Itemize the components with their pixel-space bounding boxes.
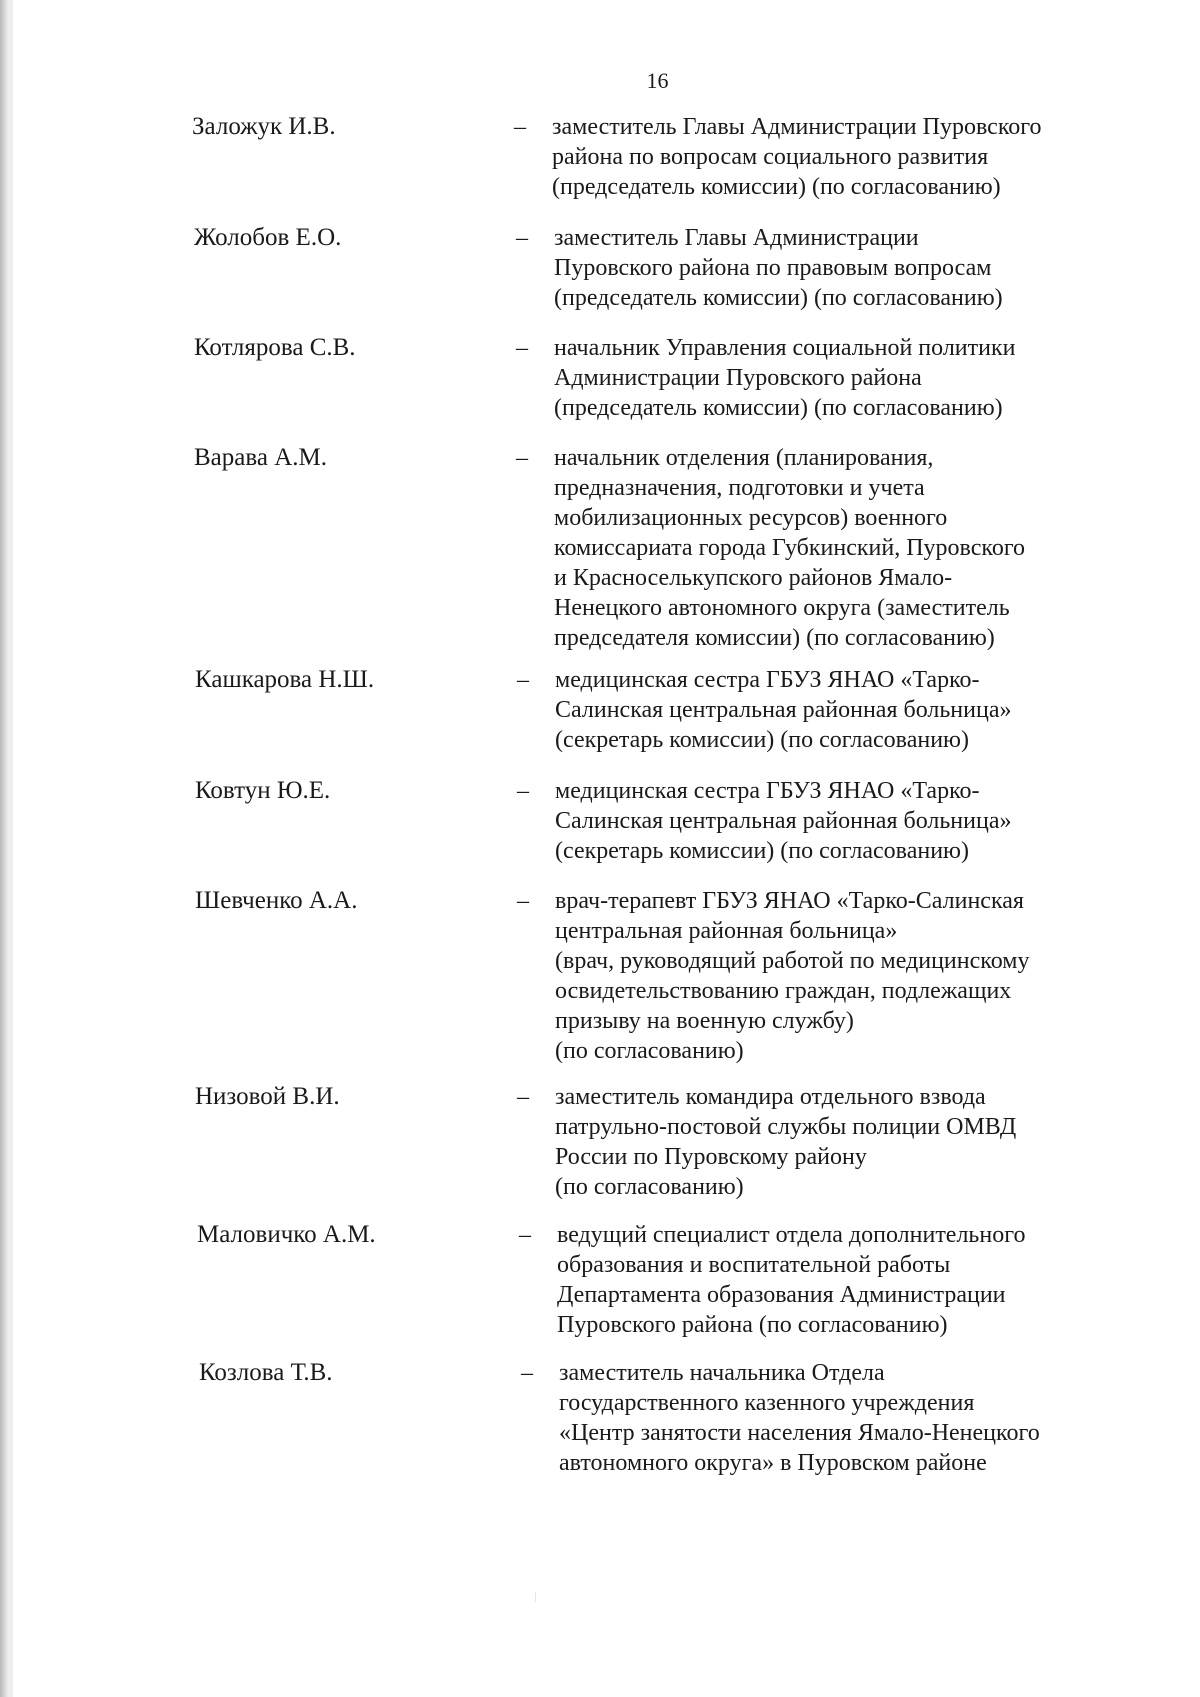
member-name: Шевченко А.А.	[195, 887, 358, 914]
entry-dash: –	[516, 225, 528, 251]
scan-left-edge-shadow	[0, 0, 9, 1697]
member-name: Котлярова С.В.	[194, 334, 356, 361]
member-position-description	[555, 886, 1155, 1066]
member-name: Низовой В.И.	[195, 1083, 340, 1110]
page-number: 16	[646, 68, 669, 93]
description-line: и Красноселькупского районов Ямало-	[554, 565, 953, 591]
description-line: начальник Управления социальной политики	[554, 335, 1016, 361]
description-line: (секретарь комиссии) (по согласованию)	[555, 727, 969, 753]
description-line: Пуровского района (по согласованию)	[557, 1312, 948, 1338]
description-line: (секретарь комиссии) (по согласованию)	[555, 838, 969, 864]
entry-dash: –	[516, 445, 528, 471]
member-position-description	[555, 776, 1155, 866]
description-line: врач-терапевт ГБУЗ ЯНАО «Тарко-Салинская	[555, 888, 1024, 914]
description-line: Администрации Пуровского района	[554, 365, 922, 391]
description-line: патрульно-постовой службы полиции ОМВД	[555, 1114, 1017, 1140]
member-name: Жолобов Е.О.	[194, 224, 342, 251]
description-line: (врач, руководящий работой по медицинскому	[555, 948, 1030, 974]
entry-dash: –	[519, 1222, 531, 1248]
member-position-description	[554, 333, 1154, 423]
description-line: ведущий специалист отдела дополнительного	[557, 1222, 1026, 1248]
description-line: России по Пуровскому району	[555, 1144, 867, 1170]
member-name: Ковтун Ю.Е.	[195, 777, 331, 804]
description-line: (председатель комиссии) (по согласованию)	[554, 285, 1003, 311]
description-line: медицинская сестра ГБУЗ ЯНАО «Тарко-	[555, 778, 980, 804]
description-line: (по согласованию)	[555, 1038, 744, 1064]
entry-dash: –	[517, 1084, 529, 1110]
description-line: медицинская сестра ГБУЗ ЯНАО «Тарко-	[555, 667, 980, 693]
description-line: (председатель комиссии) (по согласованию)	[554, 395, 1003, 421]
entry-dash: –	[514, 114, 526, 140]
description-line: (по согласованию)	[555, 1174, 744, 1200]
description-line: председателя комиссии) (по согласованию)	[554, 625, 995, 651]
description-line: комиссариата города Губкинский, Пуровского	[554, 535, 1026, 561]
entry-dash: –	[521, 1360, 533, 1386]
member-name: Заложук И.В.	[192, 113, 336, 140]
member-position-description	[555, 665, 1155, 755]
description-line: заместитель командира отдельного взвода	[555, 1084, 986, 1110]
entry-dash: –	[517, 667, 529, 693]
scan-left-edge-margin	[9, 0, 13, 1697]
description-line: государственного казенного учреждения	[559, 1390, 975, 1416]
description-line: образования и воспитательной работы	[557, 1252, 951, 1278]
member-position-description	[554, 443, 1154, 653]
description-line: Департамента образования Администрации	[557, 1282, 1006, 1308]
member-position-description	[557, 1220, 1157, 1340]
description-line: заместитель Главы Администрации Пуровского	[552, 114, 1042, 140]
description-line: заместитель начальника Отдела	[559, 1360, 885, 1386]
description-line: предназначения, подготовки и учета	[554, 475, 925, 501]
description-line: центральная районная больница»	[555, 918, 898, 944]
member-name: Козлова Т.В.	[199, 1359, 333, 1386]
member-position-description	[559, 1358, 1159, 1478]
description-line: освидетельствованию граждан, подлежащих	[555, 978, 1012, 1004]
scan-artifact-mark	[535, 1592, 536, 1602]
description-line: призыву на военную службу)	[555, 1008, 854, 1034]
entry-dash: –	[517, 778, 529, 804]
member-position-description	[555, 1082, 1155, 1202]
description-line: Салинская центральная районная больница»	[555, 808, 1012, 834]
description-line: Пуровского района по правовым вопросам	[554, 255, 992, 281]
member-position-description	[552, 112, 1152, 202]
description-line: Ненецкого автономного округа (заместитель	[554, 595, 1010, 621]
member-name: Варава А.М.	[194, 444, 327, 471]
member-name: Маловичко А.М.	[197, 1221, 376, 1248]
entry-dash: –	[516, 335, 528, 361]
description-line: «Центр занятости населения Ямало-Ненецкого	[559, 1420, 1040, 1446]
description-line: автономного округа» в Пуровском районе	[559, 1450, 987, 1476]
description-line: мобилизационных ресурсов) военного	[554, 505, 948, 531]
entry-dash: –	[517, 888, 529, 914]
member-position-description	[554, 223, 1154, 313]
description-line: Салинская центральная районная больница»	[555, 697, 1012, 723]
description-line: (председатель комиссии) (по согласованию)	[552, 174, 1001, 200]
description-line: начальник отделения (планирования,	[554, 445, 934, 471]
description-line: района по вопросам социального развития	[552, 144, 989, 170]
description-line: заместитель Главы Администрации	[554, 225, 919, 251]
member-name: Кашкарова Н.Ш.	[195, 666, 375, 693]
